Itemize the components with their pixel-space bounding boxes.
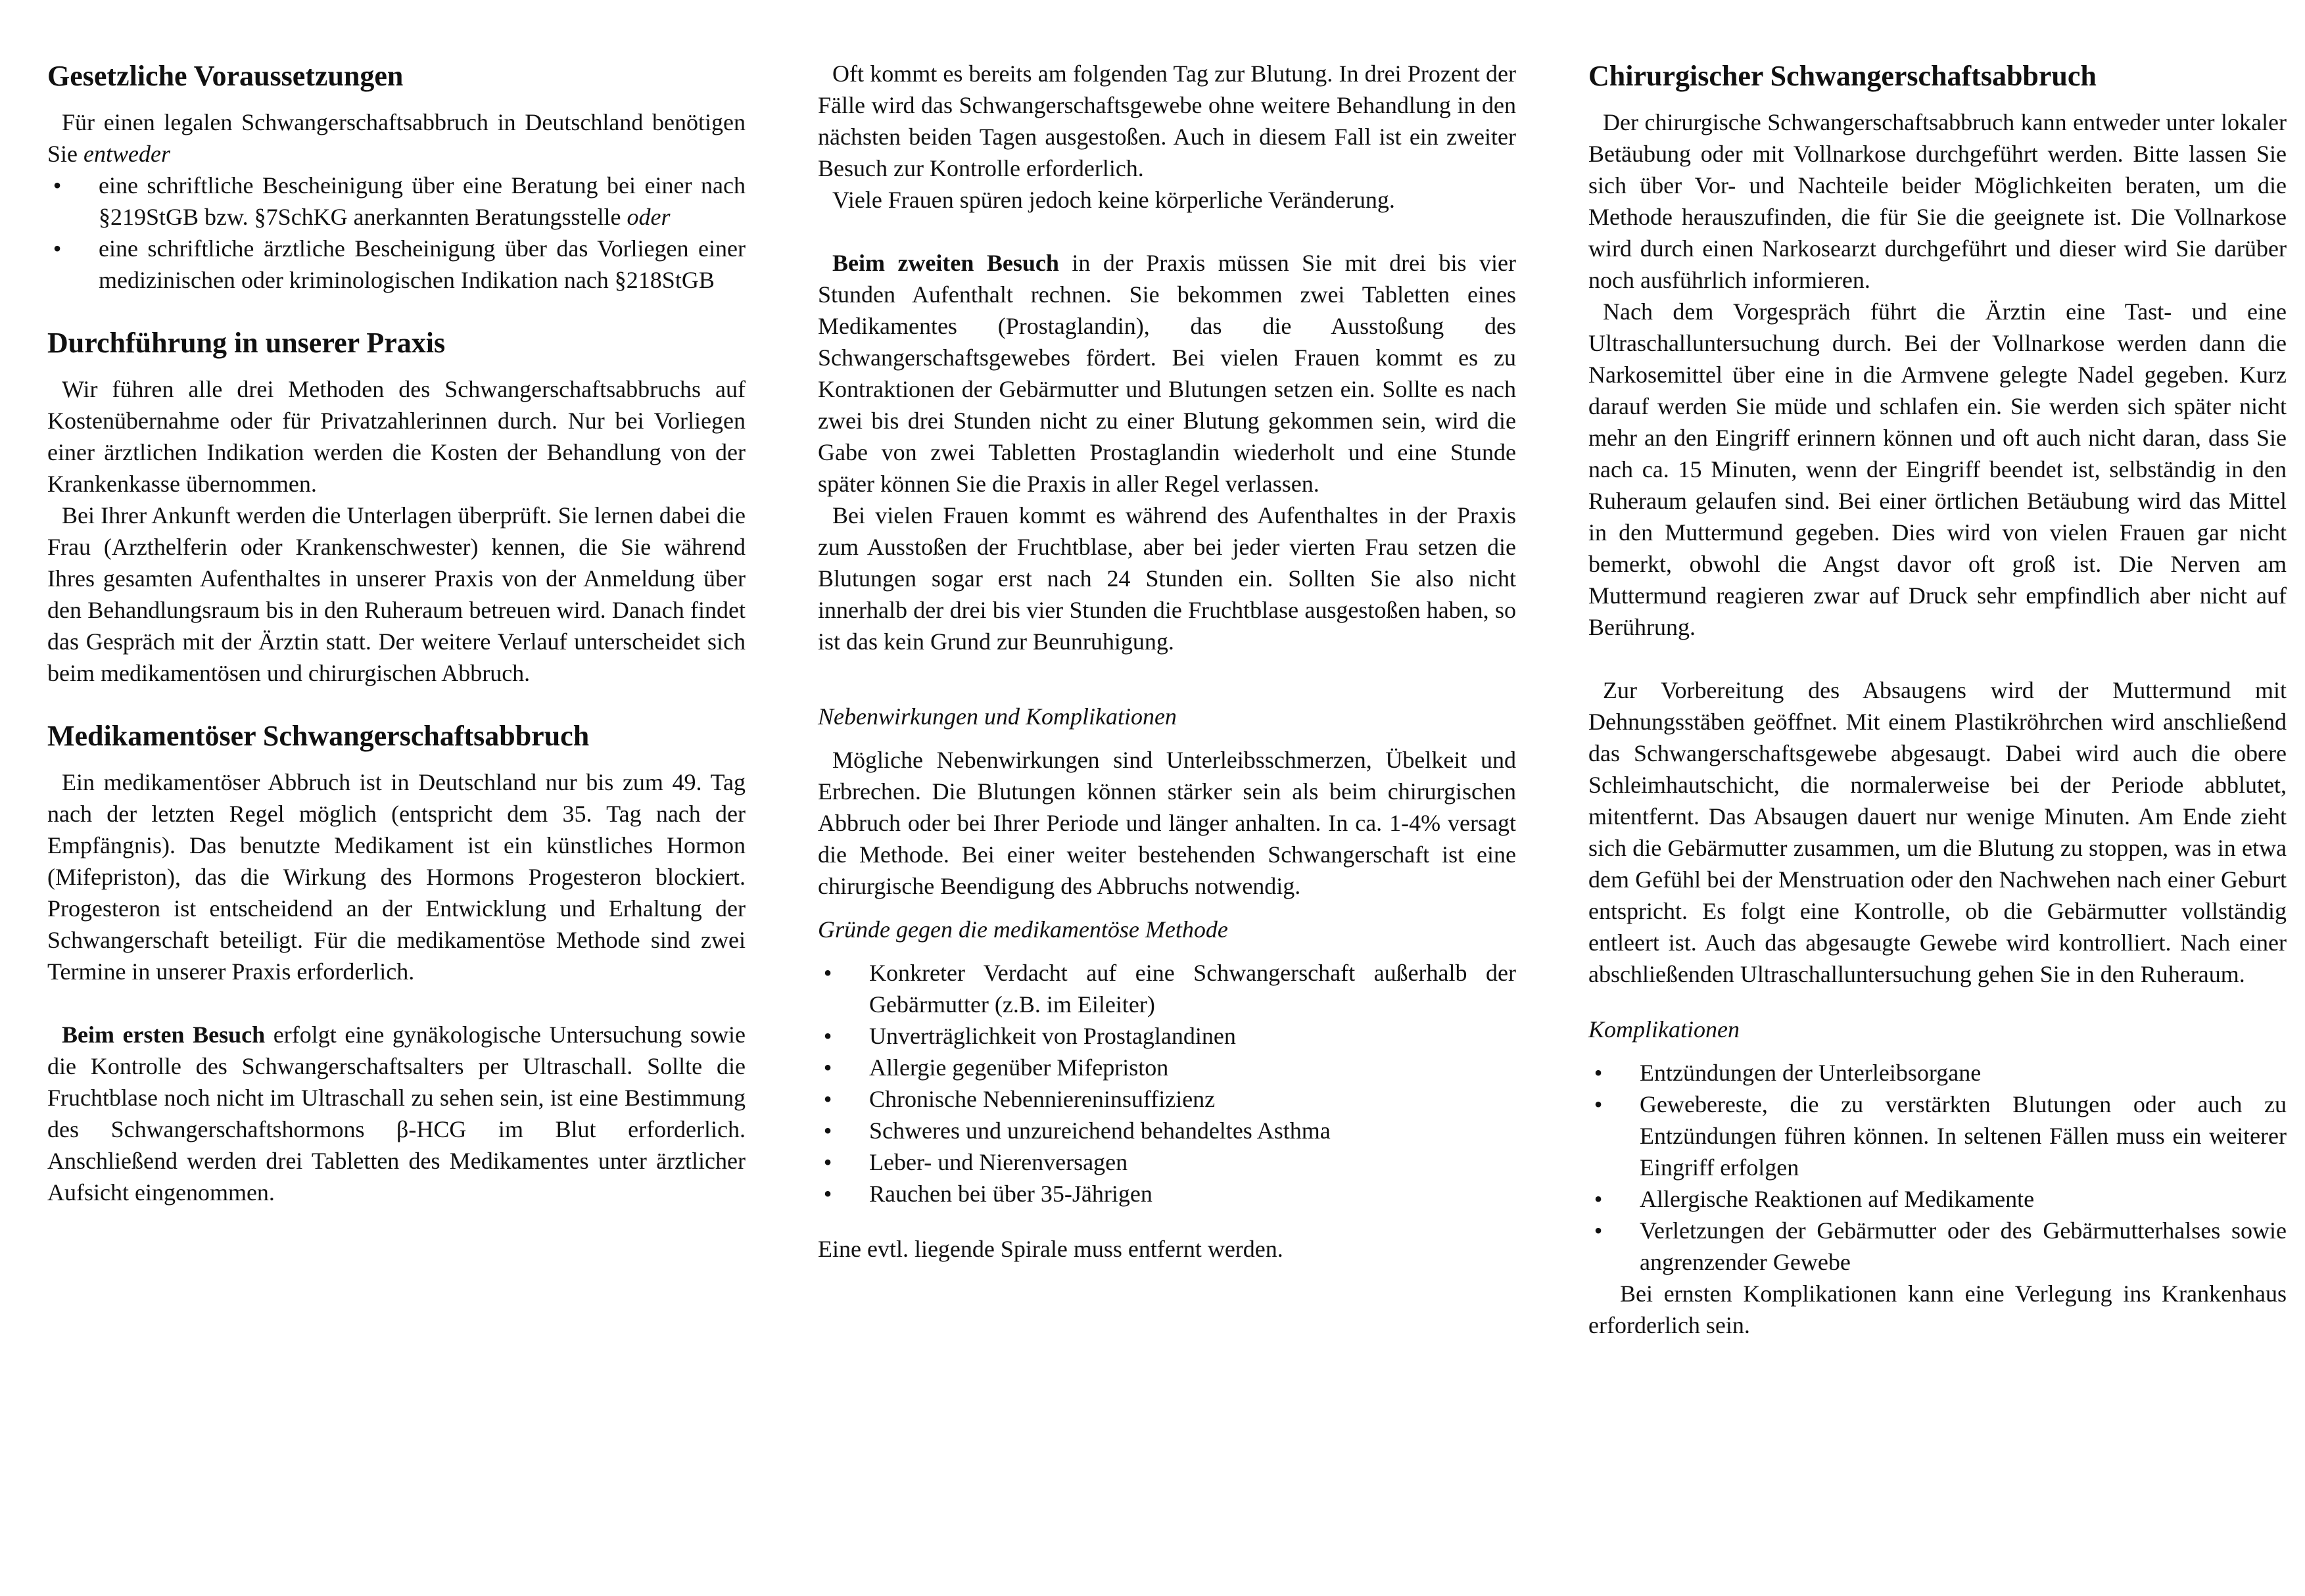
fruchtblase-paragraph: Bei vielen Frauen kommt es während des Aufenthaltes in der Praxis zum Ausstoßen der Fruchtblase, aber bei jeder vierten Frau setzen die Blutungen sogar erst nach 24 Stunden ein. Sollten Sie also nicht innerhalb der drei bis vier Stunden die Fruchtblase ausgestoßen haben, so ist das kein Grund zur Beunruhigung. <box>818 502 1516 655</box>
gruende-item-text: Leber- und Nierenversagen <box>869 1149 1128 1175</box>
durchfuehrung-paragraph-1: Wir führen alle drei Methoden des Schwangerschaftsabbruchs auf Kostenübernahme oder für Privatzahlerinnen durch. Nur bei Vorliegen einer ärztlichen Indikation werden die Kosten der Behandlung von der Krankenkasse übernommen. <box>47 376 746 497</box>
list-item <box>1588 1215 2287 1278</box>
bullet-icon: • <box>823 1054 832 1081</box>
list-item <box>1588 1089 2287 1183</box>
schluss-paragraph: Bei ernsten Komplikationen kann eine Verlegung ins Krankenhaus erforderlich sein. <box>1588 1280 2287 1338</box>
heading-gesetzliche-voraussetzungen: Gesetzliche Voraussetzungen <box>47 60 404 92</box>
komplikation-item-text: Verletzungen der Gebärmutter oder des Gebärmutterhalses sowie angrenzender Gewebe <box>1640 1217 2287 1275</box>
bullet-icon: • <box>823 1181 832 1207</box>
list-item <box>818 1146 1516 1178</box>
bullet-icon: • <box>1594 1060 1603 1086</box>
bullet-icon: • <box>823 960 832 986</box>
chirurgisch-paragraph-1: Der chirurgische Schwangerschaftsabbruch kann entweder unter lokaler Betäubung oder mit Vollnarkose durchgeführt werden. Bitte lassen Sie sich über Vor- und Nachteile beider Möglichkeiten beraten, um die Methode herauszufinden, die für Sie die geeignete ist. Die Vollnarkose wird durch einen Narkosearzt durchgeführt und dieser wird Sie darüber noch ausführlich informieren. <box>1588 109 2287 293</box>
komplikation-item-text: Allergische Reaktionen auf Medikamente <box>1640 1186 2035 1212</box>
list-item <box>818 1178 1516 1209</box>
zweiter-besuch-paragraph <box>818 247 1516 500</box>
komplikationen-list <box>1588 1057 2287 1278</box>
gesetz-intro-text: Für einen legalen Schwangerschaftsabbruch in Deutschland benötigen Sie <box>47 109 746 167</box>
medikamentoes-paragraph-1: Ein medikamentöser Abbruch ist in Deutschland nur bis zum 49. Tag nach der letzten Regel möglich (entspricht dem 35. Tag nach der Empfängnis). Das benutzte Medikament ist ein künstliches Hormon (Mifepriston), das die Wirkung des Hormons Progesteron blockiert. Progesteron ist entscheidend an der Entwicklung und Erhaltung der Schwangerschaft beteiligt. Für die medikamentöse Methode sind zwei Termine in unserer Praxis erforderlich. <box>47 769 746 985</box>
medikamentoes-paragraph-2 <box>47 1019 746 1208</box>
list-item <box>1588 1057 2287 1089</box>
column-middle <box>818 58 1516 1265</box>
gesetz-item-2-text: eine schriftliche ärztliche Bescheinigung über das Vorliegen einer medizinischen oder kriminologischen Indikation nach §218StGB <box>99 235 746 293</box>
erster-besuch-text: erfolgt eine gynäkologische Untersuchung sowie die Kontrolle des Schwangerschaftsalters per Ultraschall. Sollte die Fruchtblase noch nicht im Ultraschall zu sehen sein, ist eine Bestimmung des Schwangerschaftshormons β-HCG im Blut erforderlich. Anschließend werden drei Tabletten des Medikamentes unter ärztlicher Aufsicht eingenommen. <box>47 1021 746 1206</box>
gruende-item-text: Unverträglichkeit von Prostaglandinen <box>869 1023 1236 1049</box>
durchfuehrung-paragraph-2: Bei Ihrer Ankunft werden die Unterlagen überprüft. Sie lernen dabei die Frau (Arzthelferin oder Krankenschwester) kennen, die Sie während Ihres gesamten Aufenthaltes in unserer Praxis von der Anmeldung über den Behandlungsraum bis in den Ruheraum betreuen wird. Danach findet das Gespräch mit der Ärztin statt. Der weitere Verlauf unterscheidet sich beim medikamentösen und chirurgischen Abbruch. <box>47 502 746 686</box>
list-item <box>818 1115 1516 1146</box>
list-item <box>818 1052 1516 1083</box>
zweiter-besuch-label: Beim zweiten Besuch <box>832 250 1059 276</box>
heading-gruende-dagegen: Gründe gegen die medikamentöse Methode <box>818 916 1228 943</box>
bullet-icon: • <box>1594 1217 1603 1244</box>
bullet-icon: • <box>823 1149 832 1175</box>
gesetz-item-1-emphasis: oder <box>627 204 671 230</box>
column-right <box>1588 58 2287 1341</box>
list-item <box>818 1020 1516 1052</box>
spirale-note: Eine evtl. liegende Spirale muss entfernt werden. <box>818 1236 1283 1262</box>
gruende-item-text: Allergie gegenüber Mifepriston <box>869 1054 1169 1081</box>
bullet-icon: • <box>53 172 62 199</box>
heading-komplikationen: Komplikationen <box>1588 1016 1740 1043</box>
list-item <box>1588 1183 2287 1215</box>
komplikation-item-text: Entzündungen der Unterleibsorgane <box>1640 1060 1982 1086</box>
bullet-icon: • <box>1594 1091 1603 1117</box>
heading-durchfuehrung: Durchführung in unserer Praxis <box>47 327 446 359</box>
bullet-icon: • <box>53 235 62 262</box>
gruende-item-text: Konkreter Verdacht auf eine Schwangerschaft außerhalb der Gebärmutter (z.B. im Eileiter) <box>869 960 1516 1018</box>
list-item <box>818 957 1516 1020</box>
gesetz-intro-emphasis: entweder <box>83 141 170 167</box>
heading-chirurgischer-abbruch: Chirurgischer Schwangerschaftsabbruch <box>1588 60 2097 92</box>
komplikation-item-text: Gewebereste, die zu verstärkten Blutungen oder auch zu Entzündungen führen können. In seltenen Fällen muss ein weiterer Eingriff erfolgen <box>1640 1091 2287 1181</box>
list-item <box>47 233 746 296</box>
erster-besuch-label: Beim ersten Besuch <box>62 1021 266 1048</box>
heading-medikamentoeser-abbruch: Medikamentöser Schwangerschaftsabbruch <box>47 720 590 752</box>
keine-veraenderung-paragraph: Viele Frauen spüren jedoch keine körperliche Veränderung. <box>832 187 1395 213</box>
gesetz-item-1-text: eine schriftliche Bescheinigung über eine Beratung bei einer nach §219StGB bzw. §7SchKG anerkannten Beratungsstelle <box>99 172 746 230</box>
chirurgisch-paragraph-3: Zur Vorbereitung des Absaugens wird der Muttermund mit Dehnungsstäben geöffnet. Mit einem Plastikröhrchen wird anschließend das Schwangerschaftsgewebe abgesaugt. Dabei wird auch die obere Schleimhautschicht, die normalerweise bei der Periode abblutet, mitentfernt. Das Absaugen dauert nur wenige Minuten. Am Ende zieht sich die Gebärmutter zusammen, um die Blutung zu stoppen, was in etwa dem Gefühl bei der Menstruation oder den Nachwehen nach einer Geburt entspricht. Es folgt eine Kontrolle, ob die Gebärmutter vollständig entleert ist. Auch das abgesaugte Gewebe wird kontrolliert. Nach einer abschließenden Ultraschalluntersuchung gehen Sie in den Ruheraum. <box>1588 677 2287 987</box>
gesetz-list <box>47 170 746 296</box>
gruende-item-text: Schweres und unzureichend behandeltes Asthma <box>869 1117 1331 1144</box>
gruende-item-text: Chronische Nebenniereninsuffizienz <box>869 1086 1216 1112</box>
blutung-paragraph: Oft kommt es bereits am folgenden Tag zur Blutung. In drei Prozent der Fälle wird das Schwangerschaftsgewebe ohne weitere Behandlung in den nächsten beiden Tagen ausgestoßen. Auch in diesem Fall ist ein zweiter Besuch zur Kontrolle erforderlich. <box>818 60 1516 181</box>
bullet-icon: • <box>823 1117 832 1144</box>
bullet-icon: • <box>823 1023 832 1049</box>
zweiter-besuch-text: in der Praxis müssen Sie mit drei bis vier Stunden Aufenthalt rechnen. Sie bekommen zwei Tabletten eines Medikamentes (Prostaglandin), das die Ausstoßung des Schwangerschaftsgewebes fördert. Bei vielen Frauen kommt es zu Kontraktionen der Gebärmutter und Blutungen setzen ein. Sollte es nach zwei bis drei Stunden nicht zu einer Blutung gekommen sein, wird die Gabe von zwei Tabletten Prostaglandin wiederholt und eine Stunde später können Sie die Praxis in aller Regel verlassen. <box>818 250 1516 497</box>
list-item <box>47 170 746 233</box>
gruende-list <box>818 957 1516 1209</box>
list-item <box>818 1083 1516 1115</box>
bullet-icon: • <box>823 1086 832 1112</box>
chirurgisch-paragraph-2: Nach dem Vorgespräch führt die Ärztin eine Tast- und eine Ultraschalluntersuchung durch. Bei der Vollnarkose werden dann die Narkosemittel über eine in die Armvene gelegte Nadel gegeben. Kurz darauf werden Sie müde und schlafen ein. Sie werden sich später nicht mehr an den Eingriff erinnern können und oft auch nicht daran, dass Sie nach ca. 15 Minuten, wenn der Eingriff beendet ist, selbständig in den Ruheraum gelaufen sind. Bei einer örtlichen Betäubung wird das Mittel in den Muttermund gegeben. Dies wird von vielen Frauen gar nicht bemerkt, obwohl die Angst davor oft groß ist. Die Nerven am Muttermund reagieren zwar auf Druck sehr empfindlich aber nicht auf Berührung. <box>1588 298 2287 640</box>
bullet-icon: • <box>1594 1186 1603 1212</box>
column-left <box>47 58 746 1208</box>
gruende-item-text: Rauchen bei über 35-Jährigen <box>869 1181 1152 1207</box>
nebenwirkungen-paragraph: Mögliche Nebenwirkungen sind Unterleibsschmerzen, Übelkeit und Erbrechen. Die Blutungen können stärker sein als beim chirurgischen Abbruch oder bei Ihrer Periode und länger anhalten. In ca. 1-4% versagt die Methode. Bei einer weiter bestehenden Schwangerschaft ist eine chirurgische Beendigung des Abbruchs notwendig. <box>818 747 1516 899</box>
gesetz-intro <box>47 106 746 170</box>
heading-nebenwirkungen: Nebenwirkungen und Komplikationen <box>818 703 1177 730</box>
